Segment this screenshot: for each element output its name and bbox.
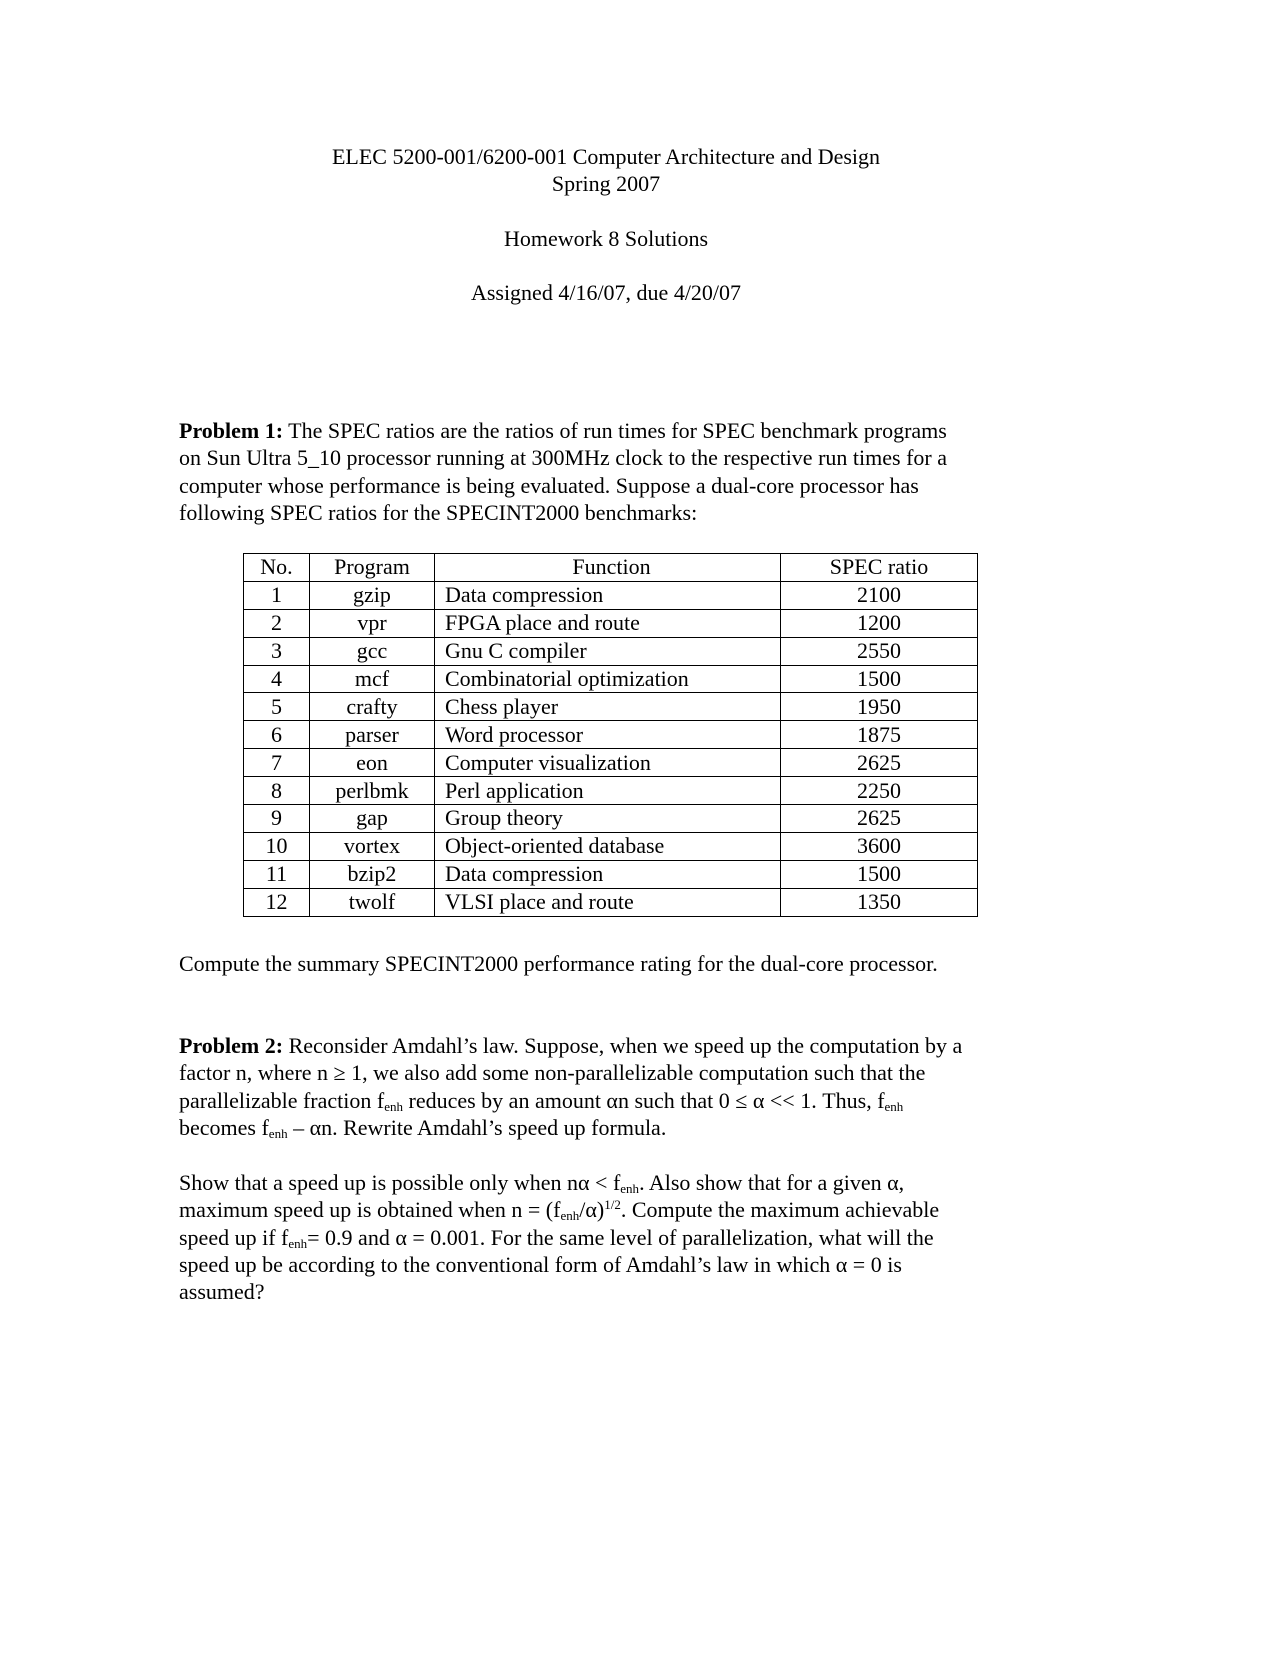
cell-no: 12 [244, 888, 310, 916]
cell-no: 6 [244, 721, 310, 749]
course-title: ELEC 5200-001/6200-001 Computer Architecture and Design [331, 144, 881, 169]
cell-program: gzip [310, 581, 435, 609]
cell-spec-ratio: 1875 [781, 721, 978, 749]
cell-program: crafty [310, 693, 435, 721]
header-program: Program [310, 554, 435, 582]
text-line: speed up be according to the conventional form of Amdahl’s law in which α = 0 is [179, 1251, 902, 1277]
text-line: Reconsider Amdahl’s law. Suppose, when we speed up the computation by a [283, 1033, 963, 1058]
cell-no: 10 [244, 832, 310, 860]
cell-program: eon [310, 749, 435, 777]
problem-1-question: Compute the summary SPECINT2000 performance rating for the dual-core processor. [179, 951, 938, 976]
cell-function: Group theory [435, 805, 781, 833]
table-row [244, 749, 978, 777]
text-line: parallelizable fraction $f_{enh}$ reduces by an amount αn such that 0 ≤ α << 1. Thus, $f_{enh}$ [179, 1087, 904, 1114]
text-line: assumed? [179, 1279, 265, 1305]
cell-spec-ratio: 1950 [781, 693, 978, 721]
cell-program: bzip2 [310, 860, 435, 888]
cell-no: 1 [244, 581, 310, 609]
cell-no: 7 [244, 749, 310, 777]
table-row [244, 721, 978, 749]
table-row [244, 609, 978, 637]
text-line: becomes $f_{enh}$ – αn. Rewrite Amdahl’s speed up formula. [179, 1114, 667, 1141]
cell-no: 9 [244, 805, 310, 833]
cell-spec-ratio: 2100 [781, 581, 978, 609]
cell-function: VLSI place and route [435, 888, 781, 916]
cell-no: 4 [244, 665, 310, 693]
cell-spec-ratio: 2625 [781, 749, 978, 777]
cell-spec-ratio: 1500 [781, 665, 978, 693]
spec-ratio-table [243, 553, 978, 917]
cell-function: Data compression [435, 581, 781, 609]
cell-no: 11 [244, 860, 310, 888]
problem-2-label: Problem 2: [179, 1033, 284, 1058]
cell-spec-ratio: 2250 [781, 777, 978, 805]
text-line: factor n, where n ≥ 1, we also add some non-parallelizable computation such that the [179, 1060, 926, 1086]
cell-no: 2 [244, 609, 310, 637]
table-row [244, 860, 978, 888]
header-no: No. [244, 554, 310, 582]
cell-function: Perl application [435, 777, 781, 805]
text-line: following SPEC ratios for the SPECINT2000 benchmarks: [179, 499, 698, 525]
cell-function: Chess player [435, 693, 781, 721]
header-spec-ratio: SPEC ratio [781, 554, 978, 582]
table-row [244, 832, 978, 860]
cell-function: Computer visualization [435, 749, 781, 777]
text-line: Show that a speed up is possible only when $n\alpha < f_{enh}$. Also show that for a given α, [179, 1170, 905, 1196]
text-line: maximum speed up is obtained when $n = (f_{enh}/\alpha)^{1/2}$. Compute the maximum achievable [179, 1197, 940, 1224]
cell-program: gcc [310, 637, 435, 665]
dates: Assigned 4/16/07, due 4/20/07 [470, 280, 742, 305]
cell-spec-ratio: 2625 [781, 805, 978, 833]
cell-program: twolf [310, 888, 435, 916]
table-header-row [244, 554, 978, 582]
cell-program: gap [310, 805, 435, 833]
table-row [244, 777, 978, 805]
table-row [244, 637, 978, 665]
cell-spec-ratio: 1200 [781, 609, 978, 637]
problem-2-text [179, 1032, 962, 1141]
cell-program: parser [310, 721, 435, 749]
cell-program: vpr [310, 609, 435, 637]
homework-title: Homework 8 Solutions [503, 226, 709, 251]
cell-program: vortex [310, 832, 435, 860]
cell-spec-ratio: 1350 [781, 888, 978, 916]
cell-no: 5 [244, 693, 310, 721]
table-row [244, 665, 978, 693]
table-row [244, 581, 978, 609]
table-row [244, 805, 978, 833]
cell-function: Combinatorial optimization [435, 665, 781, 693]
cell-spec-ratio: 3600 [781, 832, 978, 860]
text-line: speed up if $f_{enh}= 0.9$ and α = 0.001. For the same level of parallelization, what will the [179, 1224, 934, 1251]
problem-1-label: Problem 1: [179, 418, 284, 443]
term: Spring 2007 [551, 171, 661, 196]
text-line: on Sun Ultra 5_10 processor running at 300MHz clock to the respective run times for a [179, 445, 947, 471]
header-function: Function [435, 554, 781, 582]
table-row [244, 693, 978, 721]
cell-function: Data compression [435, 860, 781, 888]
cell-function: Gnu C compiler [435, 637, 781, 665]
cell-function: FPGA place and route [435, 609, 781, 637]
cell-function: Object-oriented database [435, 832, 781, 860]
cell-program: perlbmk [310, 777, 435, 805]
cell-no: 8 [244, 777, 310, 805]
text-line: The SPEC ratios are the ratios of run times for SPEC benchmark programs [283, 418, 947, 443]
cell-spec-ratio: 2550 [781, 637, 978, 665]
table-row [244, 888, 978, 916]
problem-1-text [179, 417, 947, 526]
problem-2-part-2 [179, 1169, 939, 1305]
text-line: computer whose performance is being evaluated. Suppose a dual-core processor has [179, 472, 919, 498]
cell-no: 3 [244, 637, 310, 665]
cell-spec-ratio: 1500 [781, 860, 978, 888]
cell-program: mcf [310, 665, 435, 693]
cell-function: Word processor [435, 721, 781, 749]
